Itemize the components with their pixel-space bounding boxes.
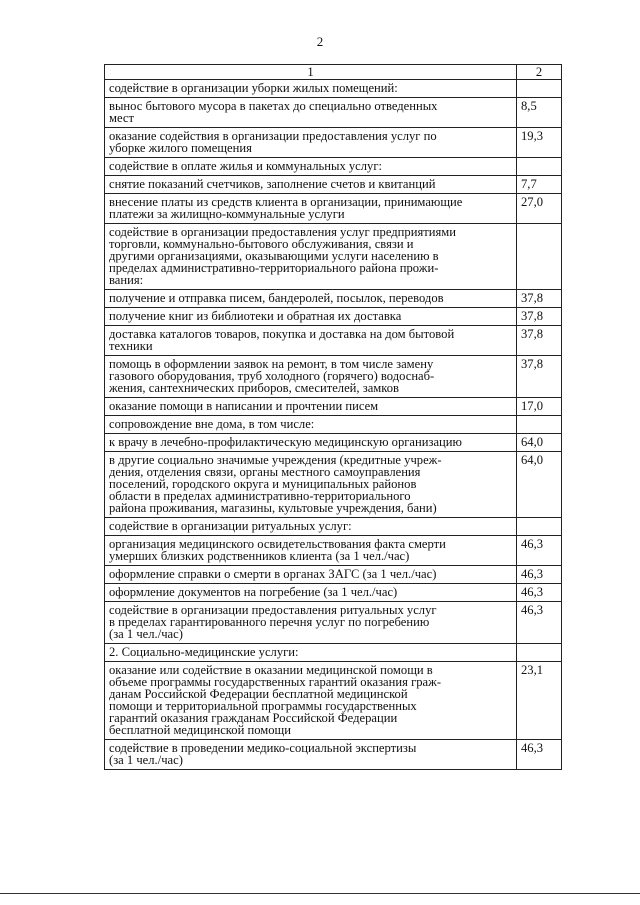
table-body (105, 65, 562, 770)
row-description: оформление справки о смерти в органах ЗАГС (за 1 чел./час) (105, 566, 517, 584)
row-description: организация медицинского освидетельствования факта смерти умерших близких родственников клиента (за 1 чел./час) (105, 536, 517, 566)
row-value: 37,8 (517, 356, 562, 398)
tariff-table (104, 64, 562, 770)
row-description: содействие в организации предоставления услуг предприятиями торговли, коммунально-бытового обслуживания, связи и другими организациями, оказывающими услуги населению в пределах административно-территориального района прожи- вания: (105, 224, 517, 290)
row-value: 46,3 (517, 602, 562, 644)
row-value: 7,7 (517, 176, 562, 194)
row-description: получение книг из библиотеки и обратная их доставка (105, 308, 517, 326)
table-row (105, 158, 562, 176)
row-description: к врачу в лечебно-профилактическую медицинскую организацию (105, 434, 517, 452)
row-value: 19,3 (517, 128, 562, 158)
row-value (517, 416, 562, 434)
table-row (105, 536, 562, 566)
table-row (105, 176, 562, 194)
table-row (105, 518, 562, 536)
table-row (105, 740, 562, 770)
table-row (105, 398, 562, 416)
row-value (517, 644, 562, 662)
row-value: 64,0 (517, 434, 562, 452)
row-description: 2. Социально-медицинские услуги: (105, 644, 517, 662)
row-description: сопровождение вне дома, в том числе: (105, 416, 517, 434)
row-value: 46,3 (517, 584, 562, 602)
row-description: внесение платы из средств клиента в организации, принимающие платежи за жилищно-коммунальные услуги (105, 194, 517, 224)
table-row (105, 224, 562, 290)
row-value (517, 518, 562, 536)
table-row (105, 566, 562, 584)
row-value: 8,5 (517, 98, 562, 128)
row-description: снятие показаний счетчиков, заполнение счетов и квитанций (105, 176, 517, 194)
table-row (105, 452, 562, 518)
row-description: оказание содействия в организации предоставления услуг по уборке жилого помещения (105, 128, 517, 158)
header-cell-description: 1 (105, 65, 517, 80)
row-description: оформление документов на погребение (за 1 чел./час) (105, 584, 517, 602)
row-description: содействие в оплате жилья и коммунальных услуг: (105, 158, 517, 176)
row-value: 46,3 (517, 536, 562, 566)
row-value: 17,0 (517, 398, 562, 416)
header-cell-value: 2 (517, 65, 562, 80)
row-description: оказание помощи в написании и прочтении писем (105, 398, 517, 416)
table-row (105, 80, 562, 98)
row-value: 37,8 (517, 308, 562, 326)
table-row (105, 584, 562, 602)
row-description: оказание или содействие в оказании медицинской помощи в объеме программы государственных гарантий оказания граж- данам Российской Федерации бесплатной медицинской помощи и территориальной программы государственных гарантий оказания гражданам Российской Федерации бесплатной медицинской помощи (105, 662, 517, 740)
row-value: 46,3 (517, 740, 562, 770)
table-row (105, 662, 562, 740)
row-value: 37,8 (517, 326, 562, 356)
row-description: содействие в организации предоставления ритуальных услуг в пределах гарантированного перечня услуг по погребению (за 1 чел./час) (105, 602, 517, 644)
table-row (105, 434, 562, 452)
table-row (105, 602, 562, 644)
row-value (517, 158, 562, 176)
row-value (517, 224, 562, 290)
row-description: в другие социально значимые учреждения (кредитные учреж- дения, отделения связи, органы местного самоуправления поселений, городского округа и муниципальных районов области в пределах административно-территориального района проживания, магазины, культовые учреждения, бани) (105, 452, 517, 518)
row-value: 23,1 (517, 662, 562, 740)
table-row (105, 644, 562, 662)
table-row (105, 98, 562, 128)
row-description: получение и отправка писем, бандеролей, посылок, переводов (105, 290, 517, 308)
row-value: 64,0 (517, 452, 562, 518)
table-row (105, 128, 562, 158)
table-row (105, 194, 562, 224)
page-number: 2 (316, 34, 324, 49)
row-value: 46,3 (517, 566, 562, 584)
row-description: содействие в организации ритуальных услуг: (105, 518, 517, 536)
row-value: 37,8 (517, 290, 562, 308)
table-row (105, 290, 562, 308)
row-description: доставка каталогов товаров, покупка и доставка на дом бытовой техники (105, 326, 517, 356)
row-description: помощь в оформлении заявок на ремонт, в том числе замену газового оборудования, труб холодного (горячего) водоснаб- жения, сантехнических приборов, смесителей, замков (105, 356, 517, 398)
row-description: содействие в организации уборки жилых помещений: (105, 80, 517, 98)
table-row (105, 356, 562, 398)
table-header-row (105, 65, 562, 80)
row-description: вынос бытового мусора в пакетах до специально отведенных мест (105, 98, 517, 128)
row-value (517, 80, 562, 98)
table-row (105, 326, 562, 356)
table-row (105, 308, 562, 326)
table-row (105, 416, 562, 434)
row-value: 27,0 (517, 194, 562, 224)
row-description: содействие в проведении медико-социальной экспертизы (за 1 чел./час) (105, 740, 517, 770)
bottom-rule (0, 893, 640, 894)
